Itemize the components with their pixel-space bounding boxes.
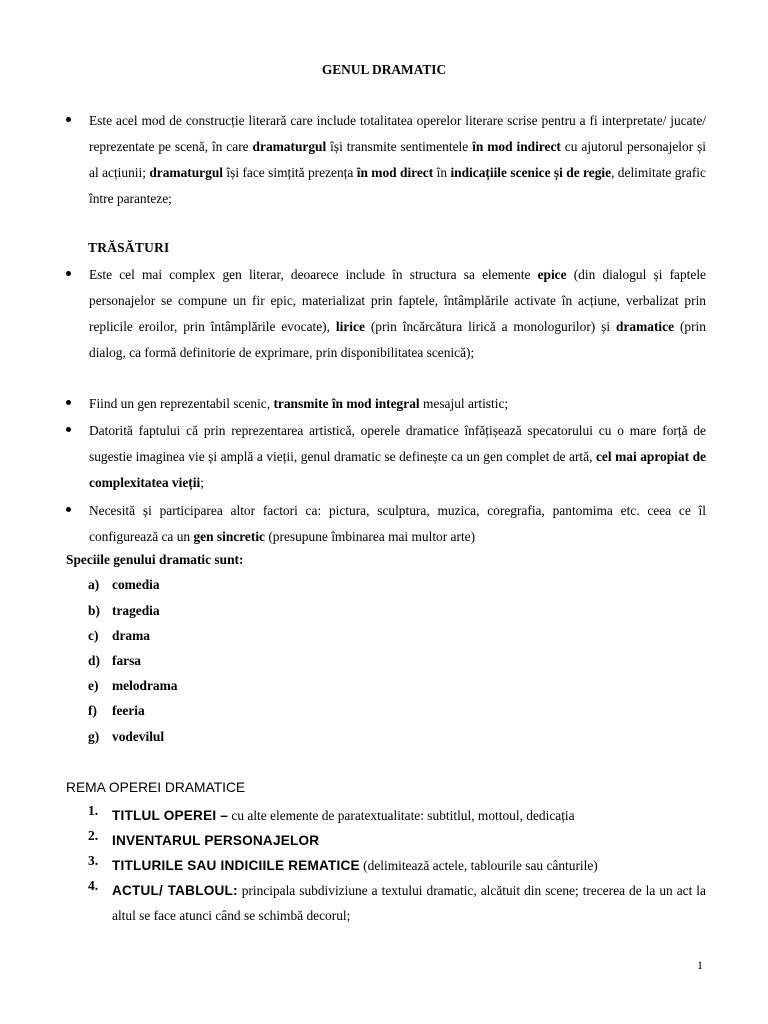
rema-item-head: ACTUL/ TABLOUL:	[112, 883, 238, 898]
rema-item-head: INVENTARUL PERSONAJELOR	[112, 833, 320, 848]
rema-item-head: TITLURILE SAU INDICIILE REMATICE	[112, 858, 360, 873]
rema-item-text	[112, 828, 706, 853]
feature-bullet	[66, 418, 706, 496]
list-marker: 2.	[88, 828, 99, 843]
text-run: Necesită și participarea altor factori ca: pictura, sculptura, muzica, coregrafia, pantomima etc. ceea ce îl configurează ca un	[89, 503, 706, 544]
page-number: 1	[697, 958, 703, 972]
text-run: (prin încărcătura lirică a monologurilor) și	[364, 319, 617, 334]
intro-paragraph	[89, 108, 706, 212]
rema-item-text	[112, 853, 706, 878]
rema-item-text	[112, 803, 706, 828]
text-run: în	[433, 165, 451, 180]
list-marker: 1.	[88, 803, 99, 818]
text-run: își transmite sentimentele	[326, 139, 473, 154]
species-label: comedia	[112, 577, 160, 592]
text-run: Fiind un gen reprezentabil scenic,	[89, 396, 274, 411]
list-marker: a)	[88, 577, 100, 592]
text-run: ;	[200, 475, 204, 490]
species-label: feeria	[112, 703, 145, 718]
feature-bullet	[66, 498, 706, 550]
feature-paragraph	[89, 498, 706, 550]
text-run: (presupune îmbinarea mai multor arte)	[265, 529, 476, 544]
text-run: mesajul artistic;	[419, 396, 509, 411]
list-marker: 3.	[88, 853, 99, 868]
feature-paragraph	[89, 391, 706, 417]
species-heading: Speciile genului dramatic sunt:	[66, 552, 244, 567]
text-run: (prin dialog, ca formă definitorie de exprimare, prin disponibilitatea scenică);	[89, 319, 706, 360]
text-run: (din dialogul și faptele personajelor se compune un fir epic, materializat prin faptele, întâmplările activate în acțiune, verbalizat prin replicile eroilor, prin întâmplările evocate),	[89, 267, 706, 334]
bullet-icon	[66, 427, 71, 432]
intro-bullet	[66, 108, 706, 212]
bold-text-run: dramatice	[616, 319, 675, 334]
bold-text-run: epice	[537, 267, 567, 282]
list-marker: g)	[88, 729, 100, 744]
bold-text-run: indicațiile scenice și de regie	[450, 165, 612, 180]
text-run: , delimitate grafic între paranteze;	[89, 165, 706, 206]
feature-bullet	[66, 391, 706, 417]
feature-paragraph	[89, 262, 706, 366]
rema-item-rest: (delimitează actele, tablourile sau cânturile)	[359, 858, 598, 873]
rema-heading: REMA OPEREI DRAMATICE	[66, 780, 246, 795]
text-run: Este acel mod de construcție literară care include totalitatea operelor literare scrise pentru a fi interpretate/ jucate/ reprezentate pe scenă, în care	[89, 113, 706, 154]
species-label: farsa	[112, 653, 142, 668]
species-label: vodevilul	[112, 729, 165, 744]
rema-item-text	[112, 878, 706, 928]
rema-item-rest: cu alte elemente de paratextualitate: subtitlul, mottoul, dedicația	[228, 808, 575, 823]
text-run: Datorită faptului că prin reprezentarea artistică, operele dramatice înfățișează specatorului cu o mare forță de sugestie imaginea vie și amplă a vieții, genul dramatic se definește ca un gen complet de artă,	[89, 423, 706, 464]
feature-paragraph	[89, 418, 706, 496]
species-label: drama	[112, 628, 150, 643]
bold-text-run: gen sincretic	[193, 529, 265, 544]
bold-text-run: dramaturgul	[149, 165, 223, 180]
list-marker: e)	[88, 678, 99, 693]
bold-text-run: dramaturgul	[252, 139, 327, 154]
text-run: își face simțită prezența	[223, 165, 357, 180]
feature-bullet	[66, 262, 706, 366]
features-heading: TRĂSĂTURI	[88, 240, 170, 255]
bold-text-run: în mod direct	[356, 165, 434, 180]
species-label: tragedia	[112, 603, 160, 618]
list-marker: b)	[88, 603, 100, 618]
bullet-icon	[66, 400, 71, 405]
rema-item-head: TITLUL OPEREI –	[112, 808, 229, 823]
list-marker: d)	[88, 653, 100, 668]
bullet-icon	[66, 117, 71, 122]
list-marker: 4.	[88, 878, 99, 893]
page-title: GENUL DRAMATIC	[321, 62, 447, 77]
bullet-icon	[66, 271, 71, 276]
rema-item-rest: principala subdiviziune a textului dramatic, alcătuit din scene; trecerea de la un act la altul se face atunci când se schimbă decorul;	[112, 883, 706, 923]
text-run: cu ajutorul personajelor și al acțiunii;	[89, 139, 707, 180]
list-marker: c)	[88, 628, 99, 643]
bold-text-run: transmite în mod integral	[273, 396, 420, 411]
bold-text-run: cel mai apropiat de complexitatea vieții	[89, 449, 706, 490]
bullet-icon	[66, 507, 71, 512]
list-marker: f)	[88, 703, 97, 718]
text-run: Este cel mai complex gen literar, deoarece include în structura sa elemente	[89, 267, 538, 282]
bold-text-run: lirice	[335, 319, 365, 334]
species-label: melodrama	[112, 678, 178, 693]
bold-text-run: în mod indirect	[472, 139, 561, 154]
